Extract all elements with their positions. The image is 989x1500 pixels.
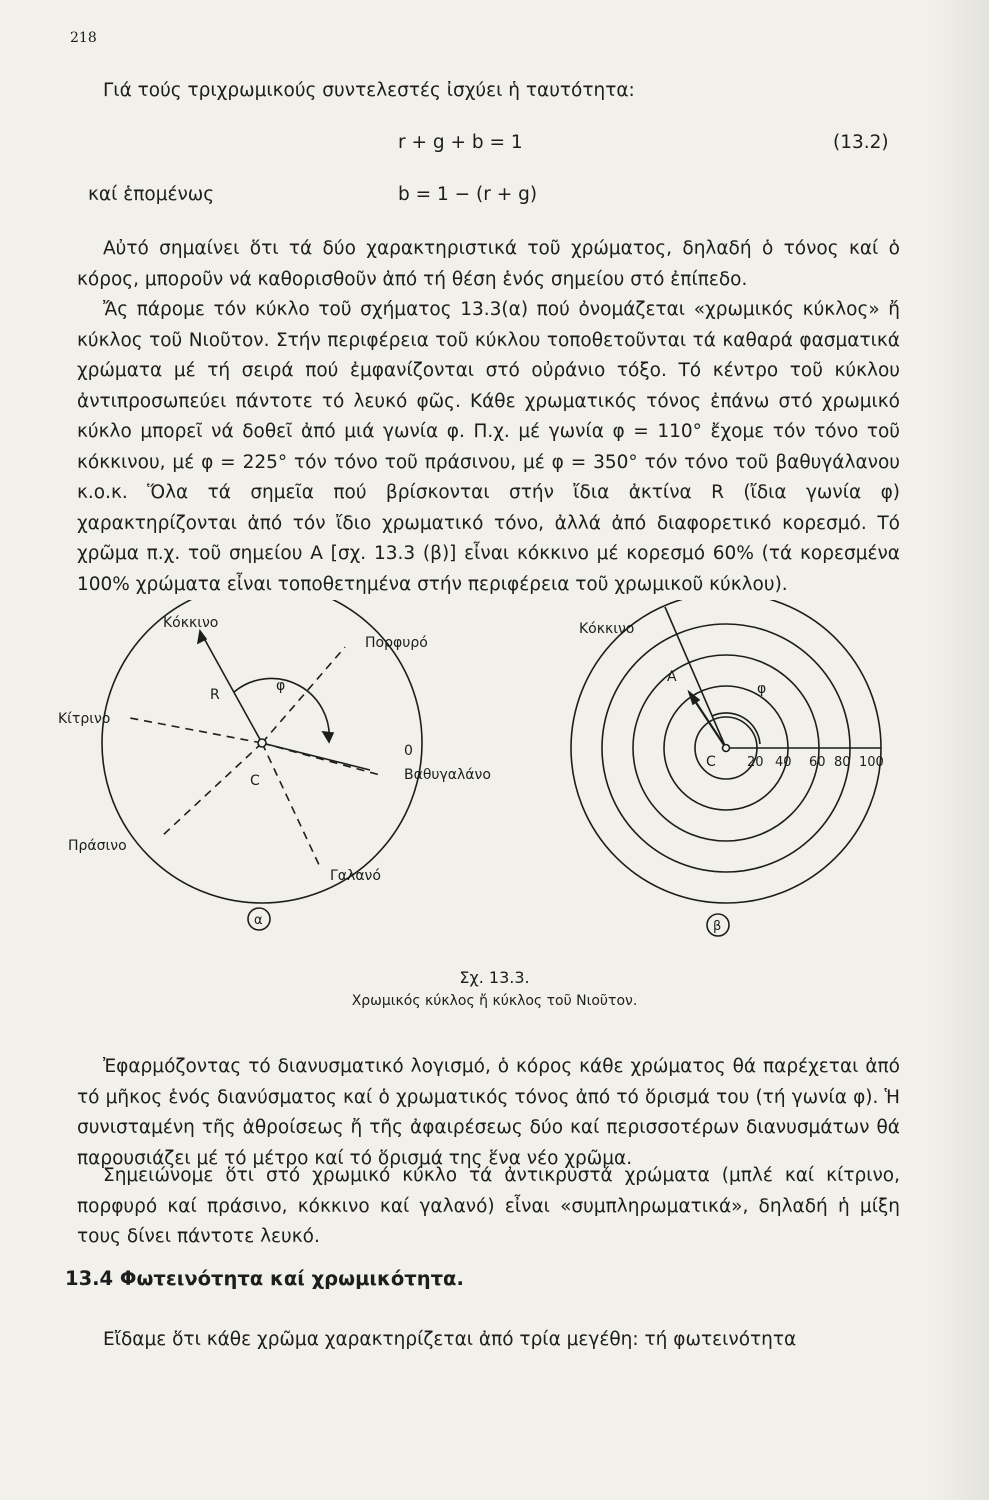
cyan-axis [262,743,320,867]
center-dot-b [723,745,730,752]
label-zero: 0 [404,743,413,759]
green-axis [162,743,262,836]
label-red-a: Κόκκινο [163,615,219,631]
label-phi-b: φ [757,681,767,697]
page-number: 218 [70,30,97,46]
yellow-axis [130,718,262,743]
color-wheel-figure [0,600,989,960]
phi-arc-arrowhead [323,732,333,742]
label-phi-a: φ [276,678,286,694]
figure-b-labels [579,621,884,934]
label-b: β [713,919,722,934]
scale-tick-40: 40 [775,755,792,770]
equation-number: (13.2) [833,132,889,153]
label-center-b: C [706,754,716,770]
paragraph-1: Αὐτό σημαίνει ὅτι τά δύο χαρακτηριστικά τοῦ χρώματος, δηλαδή ὁ τόνος καί ὁ κόρος, μποροῦν νά καθορισθοῦν ἀπό τή θέση ἑνός σημείου στό ἐπίπεδο. [77,238,900,290]
blue-axis-extension [262,743,380,775]
scale-tick-100: 100 [859,755,884,770]
section-heading-13-4: 13.4 Φωτεινότητα καί χρωμικότητα. [65,1267,464,1290]
label-center-a: C [250,773,260,789]
paragraph-4: Σημειώνομε ὅτι στό χρωμικό κύκλο τά ἀντικρυστά χρώματα (μπλέ καί κίτρινο, πορφυρό καί πράσινο, κόκκινο καί γαλανό) εἶναι «συμπληρωματικά», δηλαδή ἡ μίξη τους δίνει πάντοτε λευκό. [77,1165,900,1247]
purple-axis [262,647,345,743]
label-red-b: Κόκκινο [579,621,635,637]
figure-caption-title: Σχ. 13.3. [459,968,530,987]
equation-13-2: r + g + b = 1 [398,132,523,153]
center-dot-a [258,739,266,747]
label-cyan: Γαλανό [330,868,381,884]
label-deep-blue: Βαθυγαλάνο [404,767,491,783]
equation-b: b = 1 − (r + g) [398,184,538,205]
scale-tick-60: 60 [809,755,826,770]
paragraph-5: Εἴδαμε ὅτι κάθε χρῶμα χαρακτηρίζεται ἀπό τρία μεγέθη: τή φωτεινότητα [103,1329,797,1350]
label-purple: Πορφυρό [365,635,428,651]
label-green: Πράσινο [68,838,127,854]
label-A: A [667,669,677,685]
scale-tick-20: 20 [747,755,764,770]
intro-text: Γιά τούς τριχρωμικούς συντελεστές ἰσχύει ἡ ταυτότητα: [103,80,635,101]
equation-label: καί ἑπομένως [88,184,215,205]
label-R: R [210,687,220,703]
label-yellow: Κίτρινο [58,711,111,727]
paragraph-3: Ἐφαρμόζοντας τό διανυσματικό λογισμό, ὁ κόρος κάθε χρώματος θά παρέχεται ἀπό τό μῆκος ἑνός διανύσματος καί ὁ χρωματικός τόνος ἀπό τό ὅρισμά του (τή γωνία φ). Ἡ συνισταμένη τῆς ἀθροίσεως ἤ τῆς ἀφαιρέσεως δύο καί περισσοτέρων διανυσμάτων θά παρουσιάζει μέ τό μέτρο καί τό ὅρισμά της ἕνα νέο χρῶμα. [77,1056,900,1169]
figure-caption-text: Χρωμικός κύκλος ἤ κύκλος τοῦ Νιοῦτον. [351,993,638,1009]
scale-tick-80: 80 [834,755,851,770]
label-a: α [254,913,263,928]
paragraph-2: Ἄς πάρομε τόν κύκλο τοῦ σχήματος 13.3(α) πού ὀνομάζεται «χρωμικός κύκλος» ἤ κύκλος τοῦ Νιοῦτον. Στήν περιφέρεια τοῦ κύκλου τοποθετοῦνται τά καθαρά φασματικά χρώματα μέ τή σειρά πού ἐμφανίζονται στό οὐράνιο τόξο. Τό κέντρο τοῦ κύκλου ἀντιπροσωπεύει πάντοτε τό λευκό φῶς. Κάθε χρωματικός τόνος ἐπάνω στό χρωμικό κύκλο μπορεῖ νά δοθεῖ ἀπό μιά γωνία φ. Π.χ. μέ γωνία φ = 110° ἔχομε τόν τόνο τοῦ κόκκινου, μέ φ = 225° τόν τόνο τοῦ πράσινου, μέ φ = 350° τόν τόνο τοῦ βαθυγάλανου κ.ο.κ. Ὅλα τά σημεῖα πού βρίσκονται στήν ἴδια ἀκτίνα R (ἴδια γωνία φ) χαρακτηρίζονται ἀπό τόν ἴδιο χρωματικό τόνο, ἀλλά ἀπό διαφορετικό κορεσμό. Τό χρῶμα π.χ. τοῦ σημείου A [σχ. 13.3 (β)] εἶναι κόκκινο μέ κορεσμό 60% (τά κορεσμένα 100% χρώματα εἶναι τοποθετημένα στήν περιφέρεια τοῦ χρωμικοῦ κύκλου). [77,299,900,595]
